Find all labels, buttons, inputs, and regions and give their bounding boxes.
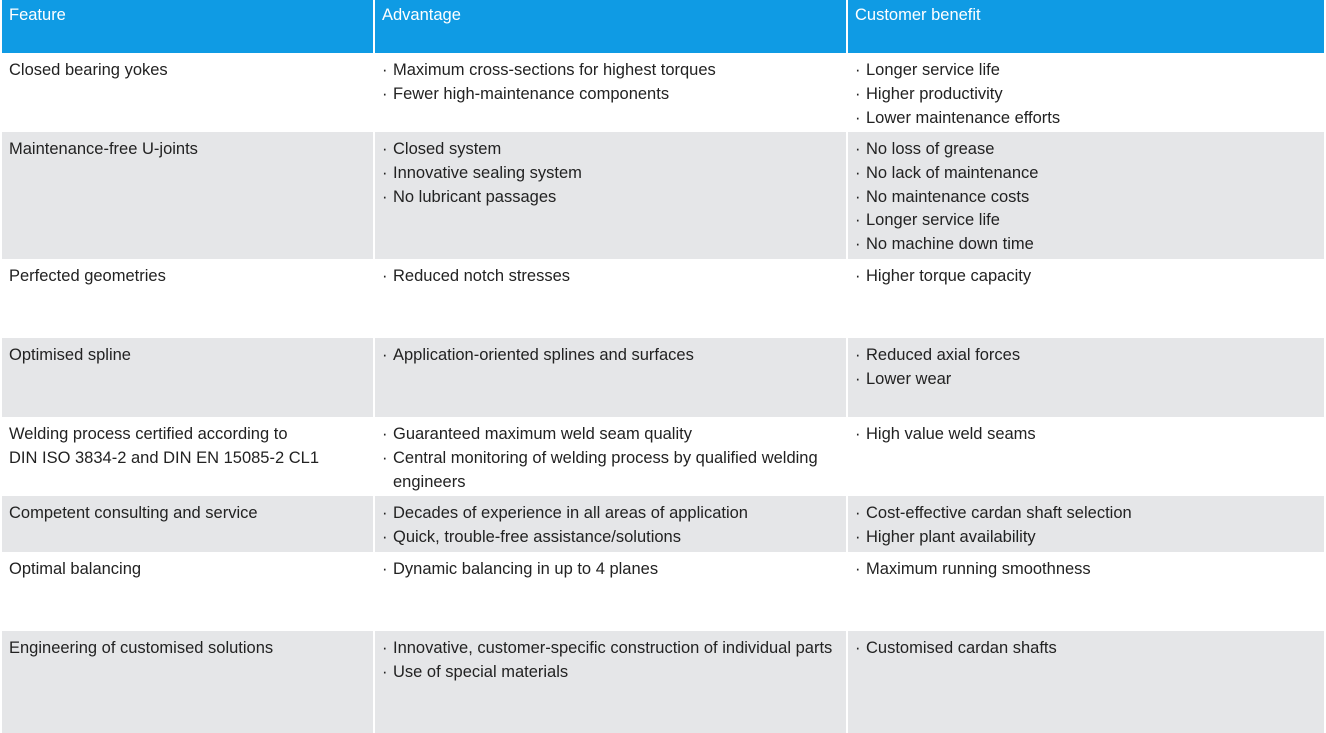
advantage-item: · Maximum cross-sections for highest torques <box>382 59 838 83</box>
advantage-item: · Guaranteed maximum weld seam quality <box>382 423 838 447</box>
table-row <box>2 53 1324 132</box>
benefit-item: · Higher productivity <box>855 83 1316 107</box>
benefit-item: · No loss of grease <box>855 138 1316 162</box>
advantage-item: · Quick, trouble-free assistance/solutions <box>382 526 838 550</box>
table-row <box>2 417 1324 496</box>
advantage-cell <box>375 631 848 733</box>
table-row <box>2 132 1324 259</box>
feature-benefit-table <box>2 0 1324 733</box>
advantage-item: · Decades of experience in all areas of application <box>382 502 838 526</box>
benefit-cell <box>848 259 1324 338</box>
benefit-cell <box>848 53 1324 132</box>
feature-cell <box>2 631 375 733</box>
table-body <box>2 53 1324 733</box>
feature-text: DIN ISO 3834-2 and DIN EN 15085-2 CL1 <box>9 448 319 467</box>
feature-text: Closed bearing yokes <box>9 61 168 79</box>
feature-text: Competent consulting and service <box>9 504 258 522</box>
benefit-item: · No maintenance costs <box>855 186 1316 210</box>
benefit-cell <box>848 338 1324 417</box>
benefit-item: · Reduced axial forces <box>855 344 1316 368</box>
benefit-item: · Longer service life <box>855 209 1316 233</box>
advantage-cell <box>375 259 848 338</box>
advantage-cell <box>375 496 848 552</box>
feature-cell <box>2 53 375 132</box>
table-row <box>2 496 1324 552</box>
advantage-cell <box>375 338 848 417</box>
benefit-cell <box>848 417 1324 496</box>
advantage-item: · Innovative, customer-specific construction of individual parts <box>382 637 838 661</box>
feature-text: Maintenance-free U-joints <box>9 140 198 158</box>
feature-cell <box>2 132 375 259</box>
table-row <box>2 259 1324 338</box>
benefit-item: · Longer service life <box>855 59 1316 83</box>
advantage-item: · Dynamic balancing in up to 4 planes <box>382 558 838 582</box>
header-advantage: Advantage <box>375 0 848 53</box>
feature-cell <box>2 259 375 338</box>
benefit-item: · No machine down time <box>855 233 1316 257</box>
table-header-row <box>2 0 1324 53</box>
table-row <box>2 552 1324 631</box>
feature-text: Engineering of customised solutions <box>9 639 274 657</box>
table-row <box>2 338 1324 417</box>
advantage-item: · Innovative sealing system <box>382 162 838 186</box>
feature-cell <box>2 496 375 552</box>
feature-cell <box>2 417 375 496</box>
benefit-item: · Customised cardan shafts <box>855 637 1316 661</box>
advantage-item: · Fewer high-maintenance components <box>382 83 838 107</box>
benefit-item: · Lower maintenance efforts <box>855 107 1316 131</box>
benefit-item: · Higher torque capacity <box>855 265 1316 289</box>
header-feature: Feature <box>2 0 375 53</box>
benefit-cell <box>848 631 1324 733</box>
advantage-cell <box>375 417 848 496</box>
advantage-item: · Application-oriented splines and surfaces <box>382 344 838 368</box>
benefit-item: · Cost-effective cardan shaft selection <box>855 502 1316 526</box>
feature-text: Optimised spline <box>9 346 131 364</box>
header-customer-benefit: Customer benefit <box>848 0 1324 53</box>
advantage-cell <box>375 552 848 631</box>
benefit-item: · Lower wear <box>855 368 1316 392</box>
feature-cell <box>2 338 375 417</box>
benefit-cell <box>848 132 1324 259</box>
feature-cell <box>2 552 375 631</box>
benefit-item: · No lack of maintenance <box>855 162 1316 186</box>
benefit-cell <box>848 552 1324 631</box>
benefit-item: · Higher plant availability <box>855 526 1316 550</box>
advantage-item: · No lubricant passages <box>382 186 838 210</box>
feature-text: Perfected geometries <box>9 267 166 285</box>
benefit-item: · High value weld seams <box>855 423 1316 447</box>
advantage-item: · Use of special materials <box>382 661 838 685</box>
table-row <box>2 631 1324 733</box>
feature-text: Welding process certified according to <box>9 425 288 443</box>
feature-text: Optimal balancing <box>9 560 142 578</box>
benefit-cell <box>848 496 1324 552</box>
advantage-cell <box>375 132 848 259</box>
advantage-cell <box>375 53 848 132</box>
advantage-item: · Central monitoring of welding process by qualified welding engineers <box>382 447 838 495</box>
advantage-item: · Closed system <box>382 138 838 162</box>
advantage-item: · Reduced notch stresses <box>382 265 838 289</box>
benefit-item: · Maximum running smoothness <box>855 558 1316 582</box>
